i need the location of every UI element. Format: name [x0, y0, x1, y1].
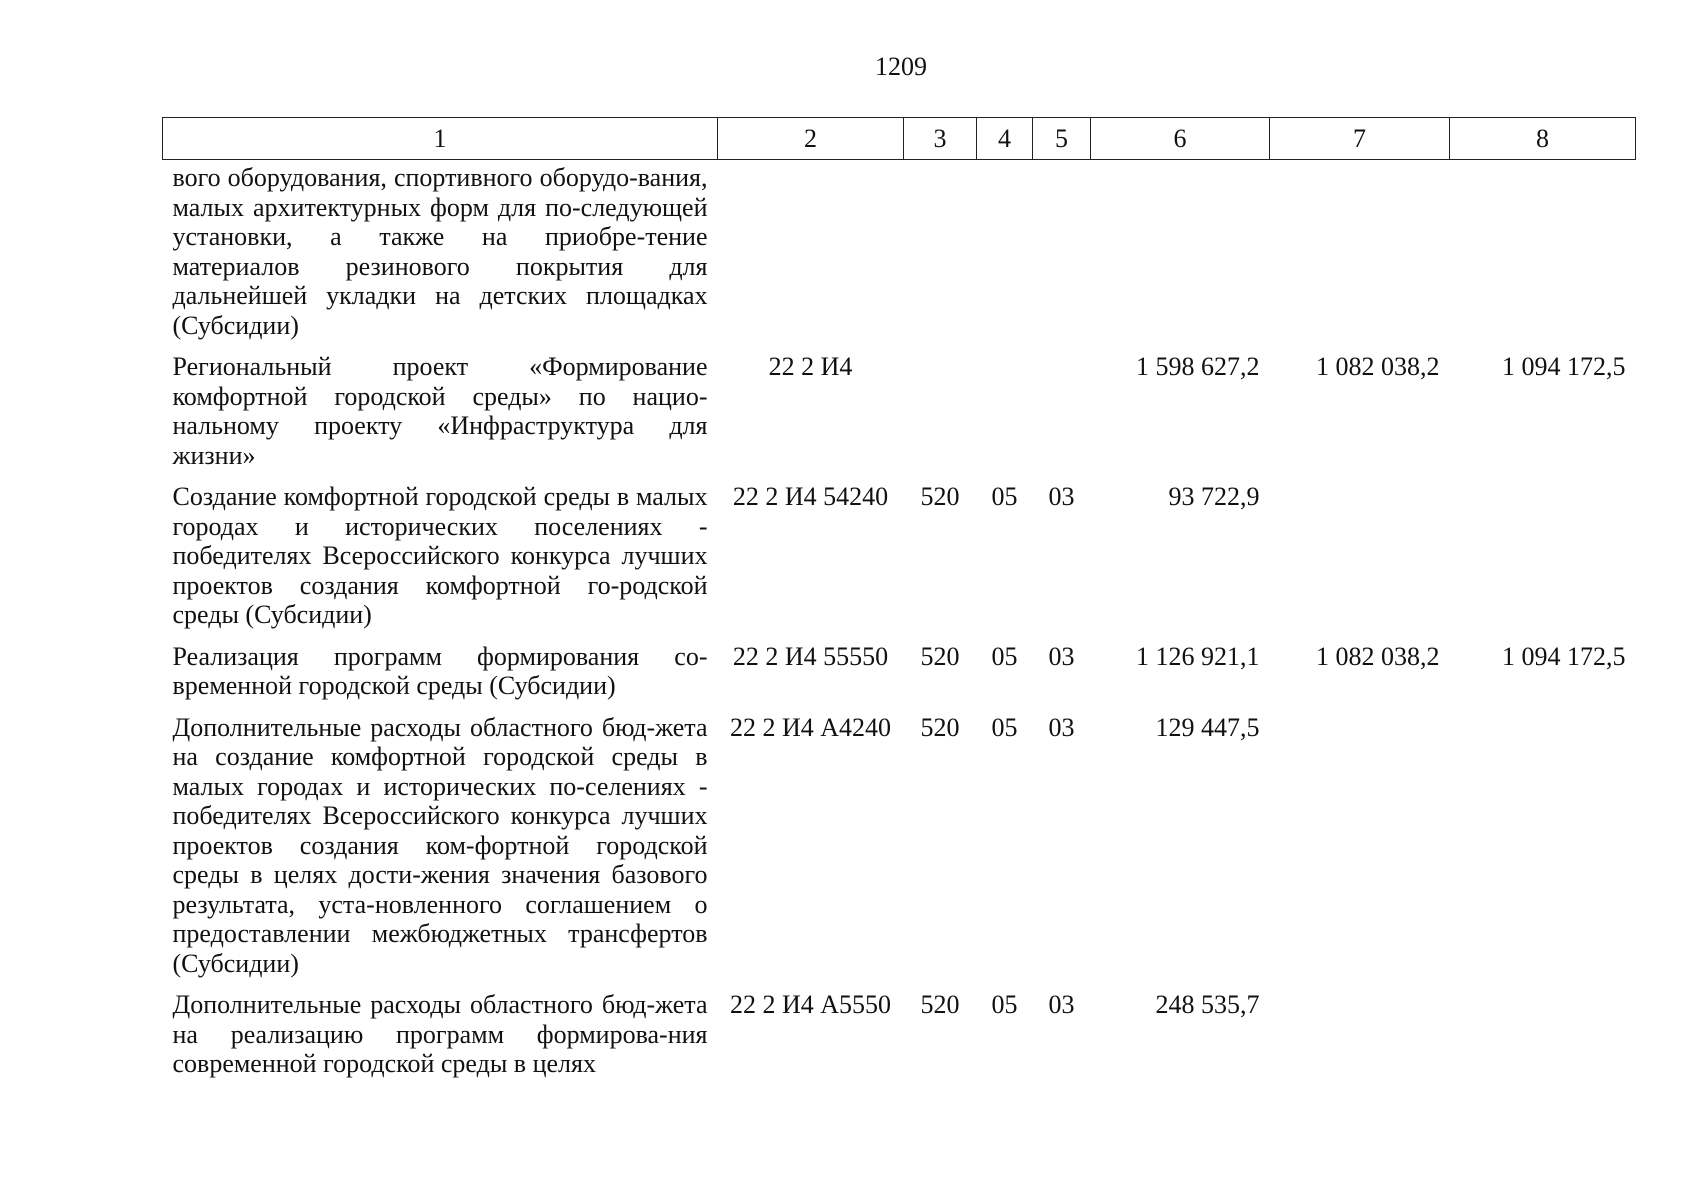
row-description: Дополнительные расходы областного бюд-жета на создание комфортной городской среды в малых городах и исторических по-селениях - победителях Всероссийского конкурса лучших проектов создания ком-фортной городской среды в целях дости-жения значения базового результата, уста-новленного соглашением о предоставлении межбюджетных трансфертов (Субсидии) [172, 712, 708, 978]
row-col6 [1091, 160, 1270, 353]
header-cell: 4 [977, 118, 1033, 160]
row-col6: 129 447,5 [1155, 712, 1260, 742]
row-col3 [904, 160, 977, 353]
row-col3: 520 [920, 641, 960, 671]
table-header [163, 118, 1636, 160]
row-col6: 1 598 627,2 [1136, 352, 1260, 381]
row-col7: 1 082 038,2 [1316, 641, 1440, 671]
row-col3 [904, 352, 977, 482]
row-col5: 03 [1048, 641, 1075, 671]
header-cell: 8 [1450, 118, 1636, 160]
row-col4 [977, 160, 1033, 353]
row-col6: 248 535,7 [1155, 990, 1260, 1019]
row-col8: 1 094 172,5 [1502, 352, 1626, 381]
header-row [163, 118, 1636, 160]
row-col8: 1 094 172,5 [1502, 641, 1626, 671]
row-description: Реализация программ формирования со-временной городской среды (Субсидии) [172, 641, 708, 700]
header-cell: 3 [904, 118, 977, 160]
row-col3: 520 [920, 712, 960, 742]
row-description: Региональный проект «Формирование комфортной городской среды» по нацио-нальному проекту «Инфраструктура для жизни» [172, 352, 708, 470]
table-body [163, 160, 1636, 1091]
header-cell: 5 [1033, 118, 1091, 160]
row-col7 [1270, 713, 1450, 991]
row-col7 [1270, 990, 1450, 1091]
row-code: 22 2 И4 55550 [732, 641, 889, 671]
row-col5: 03 [1048, 990, 1075, 1019]
row-col4: 05 [991, 482, 1018, 511]
row-col7 [1270, 160, 1450, 353]
header-cell: 6 [1091, 118, 1270, 160]
row-col5 [1033, 160, 1091, 353]
row-col4 [977, 352, 1033, 482]
row-col5: 03 [1048, 712, 1075, 742]
row-col3: 520 [920, 482, 960, 511]
table-row [163, 990, 1636, 1091]
row-col4: 05 [991, 712, 1018, 742]
row-code: 22 2 И4 А5550 [729, 990, 892, 1019]
row-description: Дополнительные расходы областного бюд-жета на реализацию программ формирова-ния современной городской среды в целях [172, 990, 708, 1078]
row-col5 [1033, 352, 1091, 482]
row-description: Создание комфортной городской среды в малых городах и исторических поселениях - победителях Всероссийского конкурса лучших проектов создания комфортной го-родской среды (Субсидии) [172, 482, 708, 629]
row-col7 [1270, 482, 1450, 642]
row-code: 22 2 И4 [768, 352, 853, 381]
row-col8 [1450, 713, 1636, 991]
row-col8 [1450, 990, 1636, 1091]
header-cell: 2 [718, 118, 904, 160]
header-cell: 7 [1270, 118, 1450, 160]
row-col4: 05 [991, 990, 1018, 1019]
row-description: вого оборудования, спортивного оборудо-вания, малых архитектурных форм для по-следующей установки, а также на приобре-тение материалов резинового покрытия для дальнейшей укладки на детских площадках (Субсидии) [172, 163, 708, 340]
row-col7: 1 082 038,2 [1316, 352, 1440, 381]
row-code: 22 2 И4 А4240 [729, 712, 892, 742]
row-code [718, 160, 904, 353]
row-col6: 1 126 921,1 [1136, 641, 1260, 671]
row-col3: 520 [920, 990, 960, 1019]
row-code: 22 2 И4 54240 [732, 482, 889, 511]
page-number: 1209 [875, 52, 927, 81]
row-col8 [1450, 482, 1636, 642]
table-row [163, 642, 1636, 713]
row-col4: 05 [991, 641, 1018, 671]
table-row [163, 713, 1636, 991]
row-col8 [1450, 160, 1636, 353]
budget-table [162, 117, 1636, 1091]
header-cell: 1 [163, 118, 718, 160]
row-col5: 03 [1048, 482, 1075, 511]
row-col6: 93 722,9 [1168, 482, 1260, 511]
table-row [163, 482, 1636, 642]
table-row [163, 352, 1636, 482]
table-row [163, 160, 1636, 353]
